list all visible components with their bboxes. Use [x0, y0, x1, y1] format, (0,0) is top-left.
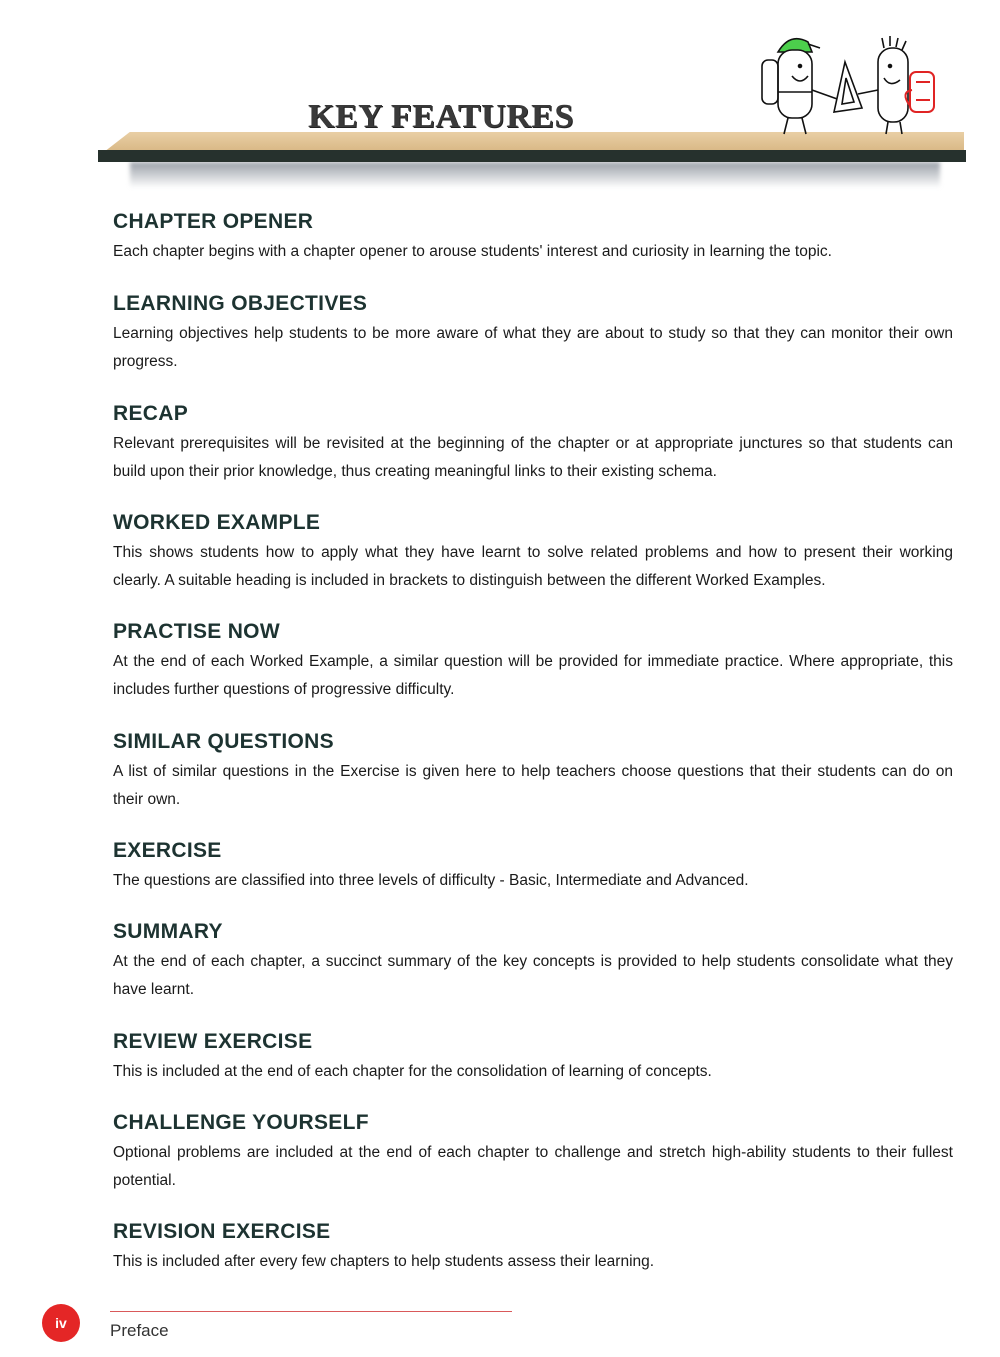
- feature-heading: RECAP: [113, 402, 189, 425]
- feature-description: This is included at the end of each chapter for the consolidation of learning of concepts.: [113, 1063, 712, 1080]
- feature-chapter-opener: [113, 210, 953, 266]
- cartoon-kids-illustration: [750, 30, 960, 140]
- feature-heading: CHALLENGE YOURSELF: [113, 1111, 369, 1134]
- shelf-shadow: [130, 162, 940, 188]
- feature-description: Learning objectives help students to be more aware of what they are about to study so that they can monitor their own progress.: [113, 325, 953, 370]
- feature-description: At the end of each Worked Example, a similar question will be provided for immediate practice. Where appropriate, this includes further questions of progressive difficulty.: [113, 653, 953, 698]
- footer-section-label: Preface: [110, 1321, 169, 1340]
- feature-heading: SIMILAR QUESTIONS: [113, 730, 334, 753]
- feature-worked-example: [113, 511, 953, 595]
- feature-heading: REVIEW EXERCISE: [113, 1030, 313, 1053]
- footer-divider: [110, 1311, 512, 1312]
- page-title: KEY FEATURES: [308, 98, 574, 135]
- feature-similar-questions: [113, 730, 953, 814]
- feature-description: The questions are classified into three levels of difficulty - Basic, Intermediate and Advanced.: [113, 872, 749, 889]
- feature-heading: WORKED EXAMPLE: [113, 511, 321, 534]
- feature-heading: LEARNING OBJECTIVES: [113, 292, 368, 315]
- feature-exercise: [113, 839, 953, 895]
- feature-heading: PRACTISE NOW: [113, 620, 280, 643]
- feature-review-exercise: [113, 1030, 953, 1086]
- feature-summary: [113, 920, 953, 1004]
- feature-heading: SUMMARY: [113, 920, 223, 943]
- feature-challenge-yourself: [113, 1111, 953, 1195]
- page-number-badge: iv: [42, 1304, 80, 1342]
- feature-heading: CHAPTER OPENER: [113, 210, 314, 233]
- feature-practise-now: [113, 620, 953, 704]
- feature-heading: REVISION EXERCISE: [113, 1220, 331, 1243]
- feature-description: This shows students how to apply what they have learnt to solve related problems and how to present their working clearly. A suitable heading is included in brackets to distinguish between the different Worked Examples.: [113, 544, 953, 589]
- shelf-front: [98, 150, 966, 162]
- feature-description: A list of similar questions in the Exercise is given here to help teachers choose questions that their students can do on their own.: [113, 763, 953, 808]
- feature-description: Optional problems are included at the end of each chapter to challenge and stretch high-ability students to their fullest potential.: [113, 1144, 953, 1189]
- feature-revision-exercise: [113, 1220, 953, 1276]
- feature-recap: [113, 402, 953, 486]
- feature-description: Each chapter begins with a chapter opener to arouse students' interest and curiosity in learning the topic.: [113, 243, 832, 260]
- feature-heading: EXERCISE: [113, 839, 222, 862]
- feature-description: This is included after every few chapters to help students assess their learning.: [113, 1253, 655, 1270]
- feature-description: Relevant prerequisites will be revisited at the beginning of the chapter or at appropriate junctures so that students can build upon their prior knowledge, thus creating meaningful links to their existing schema.: [113, 435, 953, 480]
- feature-learning-objectives: [113, 292, 953, 376]
- feature-description: At the end of each chapter, a succinct summary of the key concepts is provided to help students consolidate what they have learnt.: [113, 953, 953, 998]
